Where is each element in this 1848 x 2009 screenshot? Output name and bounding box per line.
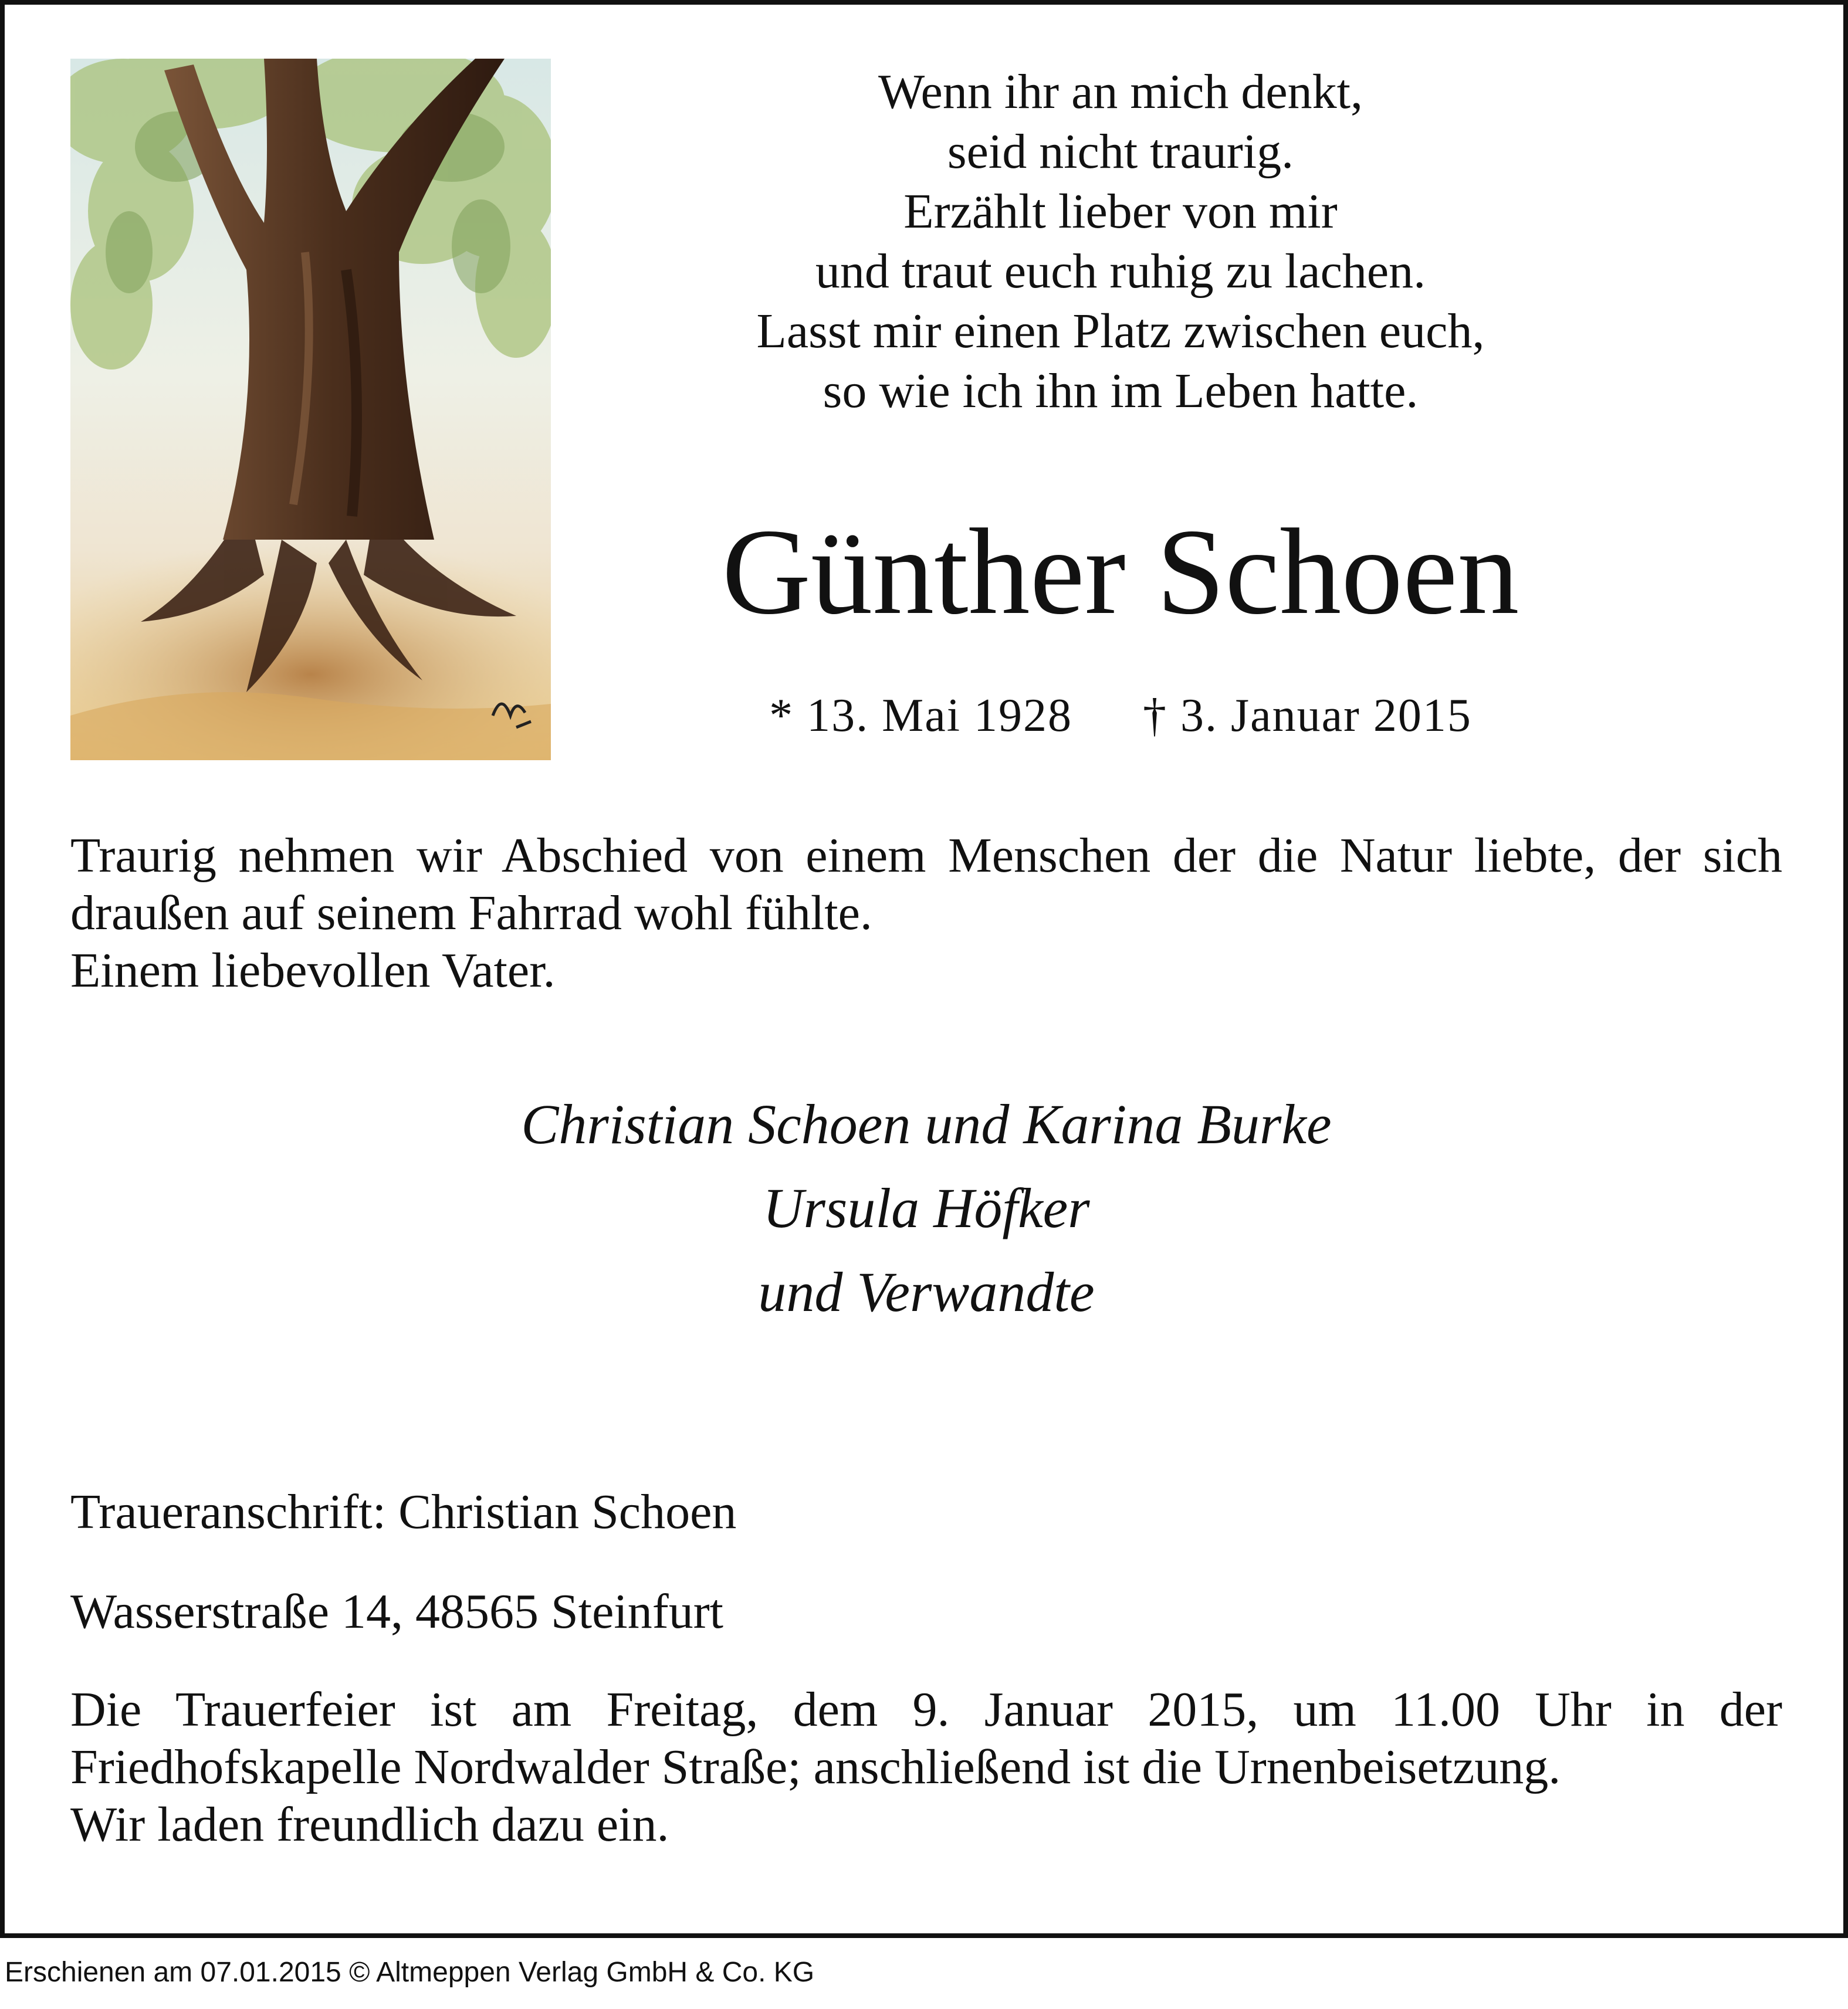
- address-label: Traueranschrift: Christian Schoen: [70, 1485, 737, 1539]
- poem-line: und traut euch ruhig zu lachen.: [815, 244, 1426, 299]
- ceremony-line: Wir laden freundlich dazu ein.: [70, 1797, 669, 1852]
- tree-painting: [70, 59, 551, 760]
- farewell-line: Einem liebevollen Vater.: [70, 943, 556, 998]
- deceased-name: Günther Schoen: [722, 504, 1519, 640]
- ceremony-notice: [70, 1681, 1782, 1854]
- death-date: † 3. Januar 2015: [1143, 690, 1472, 741]
- birth-date: * 13. Mai 1928: [769, 690, 1073, 741]
- farewell-text: [70, 827, 1782, 1000]
- mourners: [70, 1082, 1782, 1334]
- farewell-line: draußen auf seinem Fahrrad wohl fühlte.: [70, 886, 872, 940]
- poem-line: seid nicht traurig.: [947, 124, 1294, 179]
- poem-line: Wenn ihr an mich denkt,: [878, 65, 1363, 119]
- ceremony-line: Die Trauerfeier ist am Freitag, dem 9. Januar 2015, um 11.00 Uhr in der: [70, 1682, 1782, 1737]
- mourning-address: [70, 1483, 1126, 1641]
- poem-line: so wie ich ihn im Leben hatte.: [823, 364, 1419, 418]
- farewell-line: Traurig nehmen wir Abschied von einem Menschen der die Natur liebte, der sich: [70, 828, 1782, 883]
- poem: [622, 62, 1619, 421]
- mourner-line: Ursula Höfker: [763, 1177, 1090, 1239]
- mourner-line: Christian Schoen und Karina Burke: [521, 1093, 1332, 1156]
- poem-line: Lasst mir einen Platz zwischen euch,: [756, 304, 1485, 358]
- address-street: Wasserstraße 14, 48565 Steinfurt: [70, 1584, 723, 1639]
- mourner-line: und Verwandte: [758, 1261, 1095, 1323]
- publication-footer: Erschienen am 07.01.2015 © Altmeppen Verlag GmbH & Co. KG: [5, 1957, 815, 1988]
- ceremony-line: Friedhofskapelle Nordwalder Straße; anschließend ist die Urnenbeisetzung.: [70, 1740, 1561, 1794]
- poem-line: Erzählt lieber von mir: [903, 184, 1338, 239]
- life-dates: [622, 686, 1619, 745]
